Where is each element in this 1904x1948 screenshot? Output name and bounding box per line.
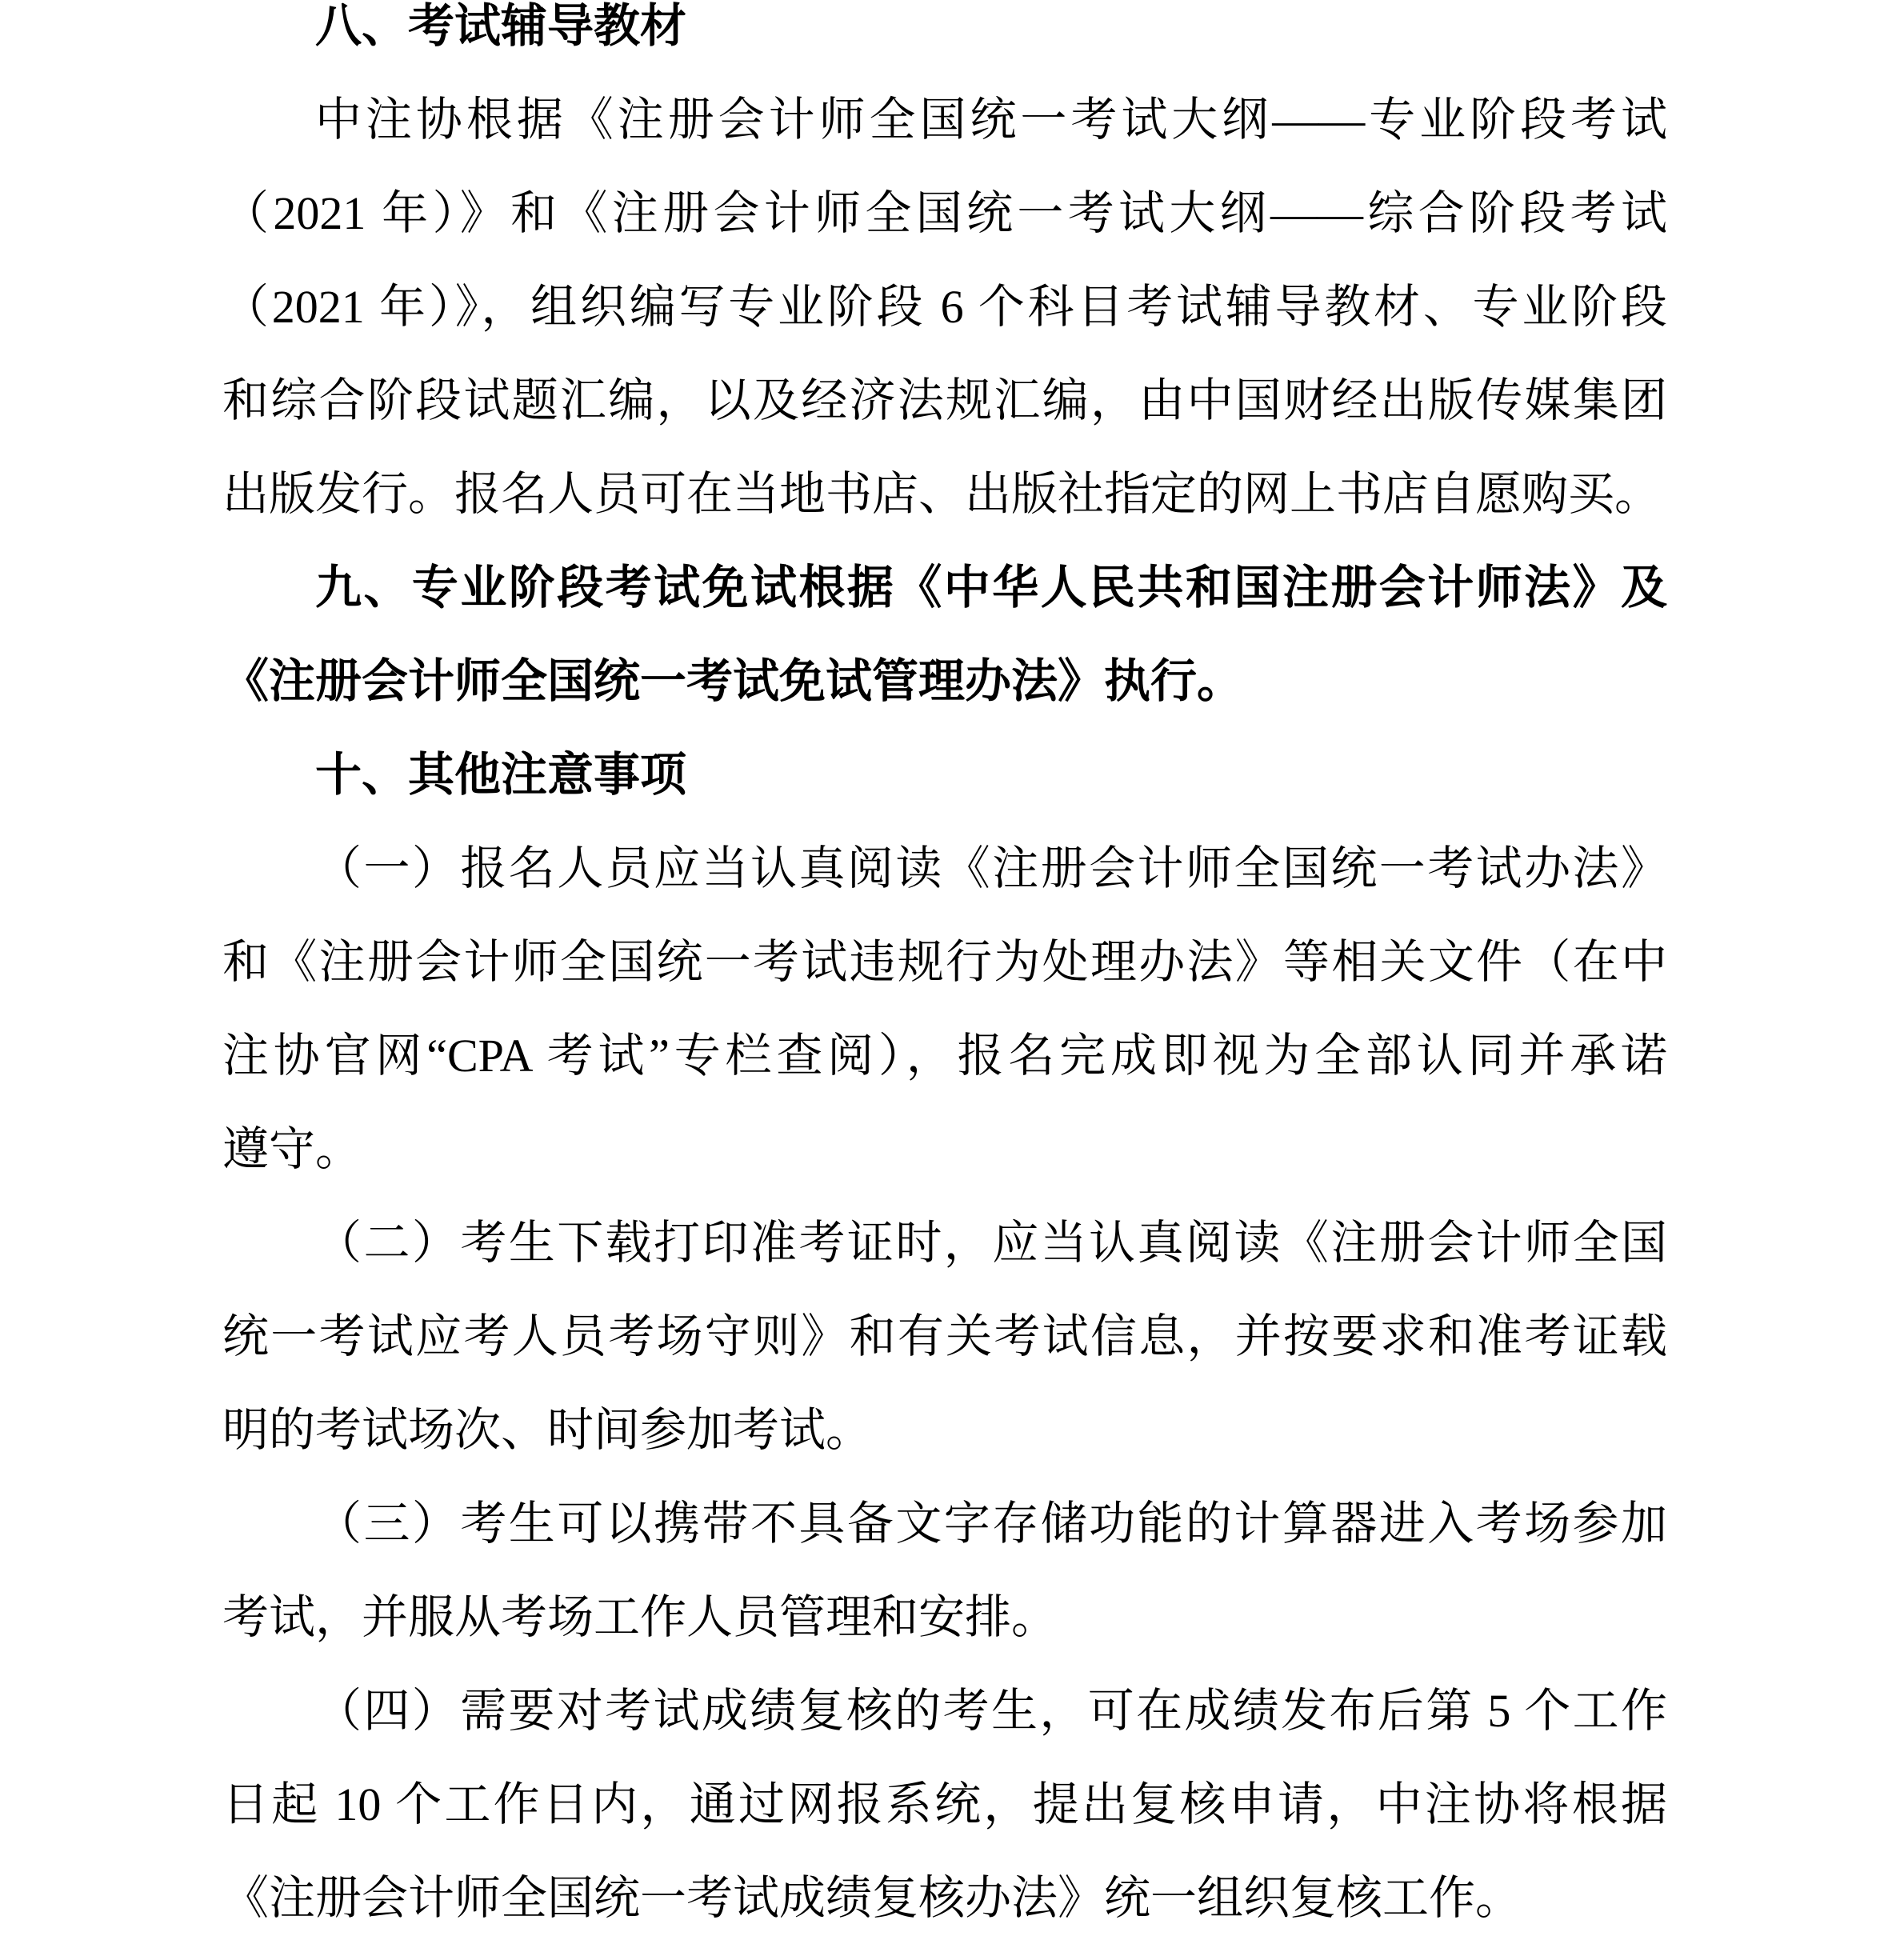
- body-line: 遵守。: [222, 1123, 362, 1175]
- body-line: 日起 10 个工作日内，通过网报系统，提出复核申请，中注协将根据: [222, 1778, 1667, 1830]
- document-text-block: [222, 0, 1667, 1945]
- body-line: 考试，并服从考场工作人员管理和安排。: [222, 1591, 1058, 1643]
- body-line: 明的考试场次、时间参加考试。: [222, 1404, 873, 1456]
- body-line: 出版发行。报名人员可在当地书店、出版社指定的网上书店自愿购买。: [222, 468, 1662, 520]
- heading-section-10-other-notes: 十、其他注意事项: [315, 749, 687, 801]
- body-line: 和《注册会计师全国统一考试违规行为处理办法》等相关文件（在中: [222, 936, 1667, 988]
- body-line: 统一考试应考人员考场守则》和有关考试信息，并按要求和准考证载: [222, 1310, 1667, 1362]
- body-line: 注协官网“CPA 考试”专栏查阅），报名完成即视为全部认同并承诺: [222, 1030, 1667, 1082]
- body-line: （三）考生可以携带不具备文字存储功能的计算器进入考场参加: [315, 1498, 1667, 1550]
- body-line: 和综合阶段试题汇编，以及经济法规汇编，由中国财经出版传媒集团: [222, 374, 1667, 426]
- body-line: （2021 年）》，组织编写专业阶段 6 个科目考试辅导教材、专业阶段: [222, 281, 1667, 333]
- body-line: （一）报名人员应当认真阅读《注册会计师全国统一考试办法》: [315, 842, 1667, 894]
- body-line: （2021 年）》和《注册会计师全国统一考试大纲——综合阶段考试: [222, 187, 1667, 239]
- body-line: 《注册会计师全国统一考试成绩复核办法》统一组织复核工作。: [222, 1872, 1522, 1924]
- heading-section-9-exemption-line-1: 九、专业阶段考试免试根据《中华人民共和国注册会计师法》及: [315, 562, 1667, 614]
- heading-section-8-exam-materials: 八、考试辅导教材: [315, 0, 687, 52]
- body-line: （四）需要对考试成绩复核的考生，可在成绩发布后第 5 个工作: [315, 1685, 1667, 1737]
- heading-section-9-exemption-line-2: 《注册会计师全国统一考试免试管理办法》执行。: [222, 655, 1244, 707]
- body-line: 中注协根据《注册会计师全国统一考试大纲——专业阶段考试: [315, 94, 1667, 146]
- body-line: （二）考生下载打印准考证时，应当认真阅读《注册会计师全国: [315, 1217, 1667, 1269]
